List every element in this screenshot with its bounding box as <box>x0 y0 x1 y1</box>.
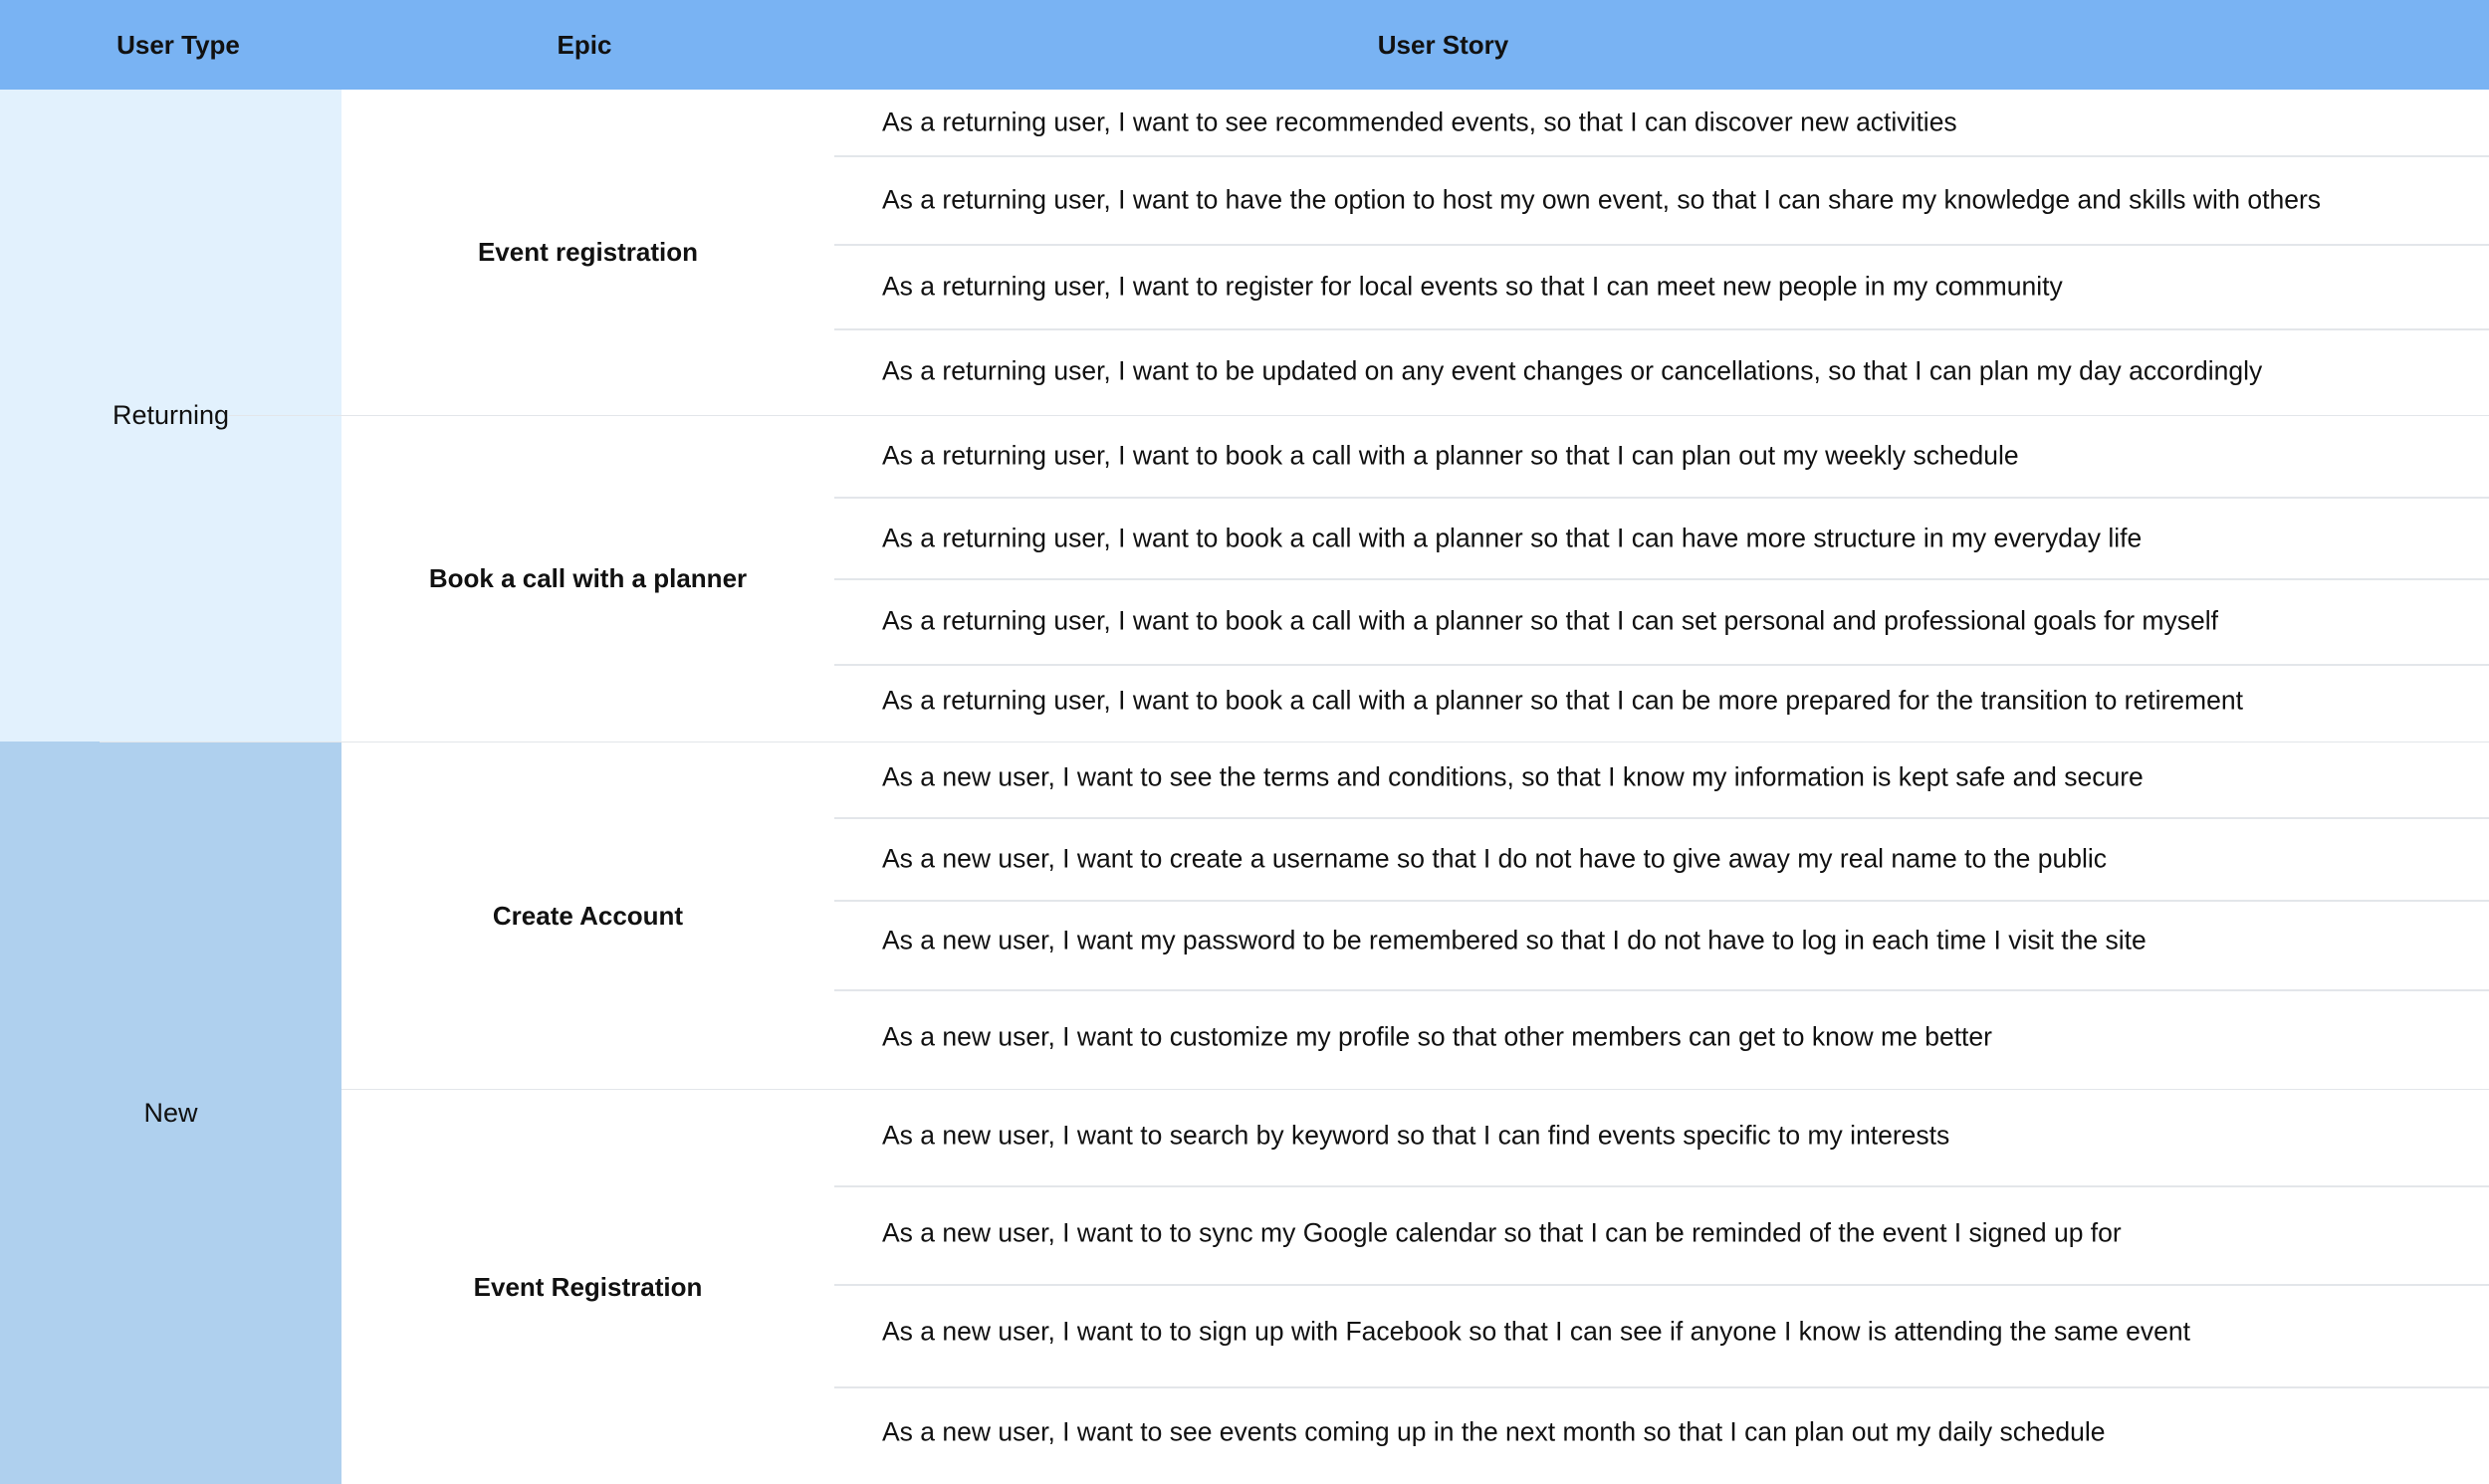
table-header <box>0 0 2489 90</box>
row-divider <box>834 497 2489 499</box>
epic-label: Event Registration <box>473 1271 703 1302</box>
header-epic: Epic <box>557 30 612 60</box>
user-story-text: As a returning user, I want to be updated on any event changes or cancellations, so that I can plan my day accordingly <box>882 355 2263 386</box>
user-story-text: As a new user, I want to to sync my Google calendar so that I can be reminded of the event I signed up for <box>882 1217 2122 1248</box>
row-divider <box>834 989 2489 991</box>
user-story-text: As a new user, I want to see the terms and conditions, so that I know my information is kept safe and secure <box>882 761 2144 792</box>
group-divider <box>229 415 2489 416</box>
header-user-type: User Type <box>116 30 240 60</box>
row-divider <box>834 664 2489 666</box>
row-divider <box>834 328 2489 330</box>
epic-cell <box>341 90 834 415</box>
row-divider <box>834 817 2489 819</box>
row-divider <box>834 1284 2489 1286</box>
user-story-text: As a new user, I want to create a username so that I do not have to give away my real name to the public <box>882 843 2107 874</box>
user-story-text: As a returning user, I want to book a call with a planner so that I can set personal and professional goals for myself <box>882 605 2218 636</box>
user-story-text: As a returning user, I want to book a call with a planner so that I can plan out my weekly schedule <box>882 440 2019 471</box>
user-type-label: New <box>143 1097 198 1128</box>
row-divider <box>834 1185 2489 1187</box>
epic-cell <box>341 416 834 742</box>
user-story-text: As a returning user, I want to see recommended events, so that I can discover new activities <box>882 106 1957 137</box>
user-story-text: As a new user, I want to see events coming up in the next month so that I can plan out my daily schedule <box>882 1416 2106 1447</box>
user-story-text: As a returning user, I want to register for local events so that I can meet new people in my community <box>882 271 2063 302</box>
row-divider <box>834 155 2489 157</box>
user-story-text: As a returning user, I want to book a call with a planner so that I can have more structure in my everyday life <box>882 523 2143 553</box>
row-divider <box>834 244 2489 246</box>
epic-cell <box>341 742 834 1089</box>
header-user-story: User Story <box>1377 30 1509 60</box>
epic-cell <box>341 1090 834 1484</box>
row-divider <box>834 1386 2489 1388</box>
user-type-new-cell <box>0 742 341 1484</box>
row-divider <box>834 900 2489 902</box>
user-story-text: As a new user, I want to search by keyword so that I can find events specific to my interests <box>882 1120 1950 1151</box>
user-story-text: As a returning user, I want to book a call with a planner so that I can be more prepared for the transition to retirement <box>882 685 2243 716</box>
user-story-text: As a new user, I want to customize my profile so that other members can get to know me better <box>882 1021 1992 1052</box>
epic-label: Book a call with a planner <box>428 563 748 593</box>
epic-label: Event registration <box>477 237 699 267</box>
user-story-text: As a new user, I want my password to be remembered so that I do not have to log in each time I visit the site <box>882 925 2147 955</box>
row-divider <box>834 578 2489 580</box>
user-story-text: As a new user, I want to to sign up with Facebook so that I can see if anyone I know is attending the same event <box>882 1316 2190 1347</box>
group-divider <box>341 1089 2489 1090</box>
user-type-label: Returning <box>112 400 230 430</box>
epic-label: Create Account <box>492 900 684 931</box>
user-story-text: As a returning user, I want to have the option to host my own event, so that I can share my knowledge and skills with others <box>882 184 2322 215</box>
